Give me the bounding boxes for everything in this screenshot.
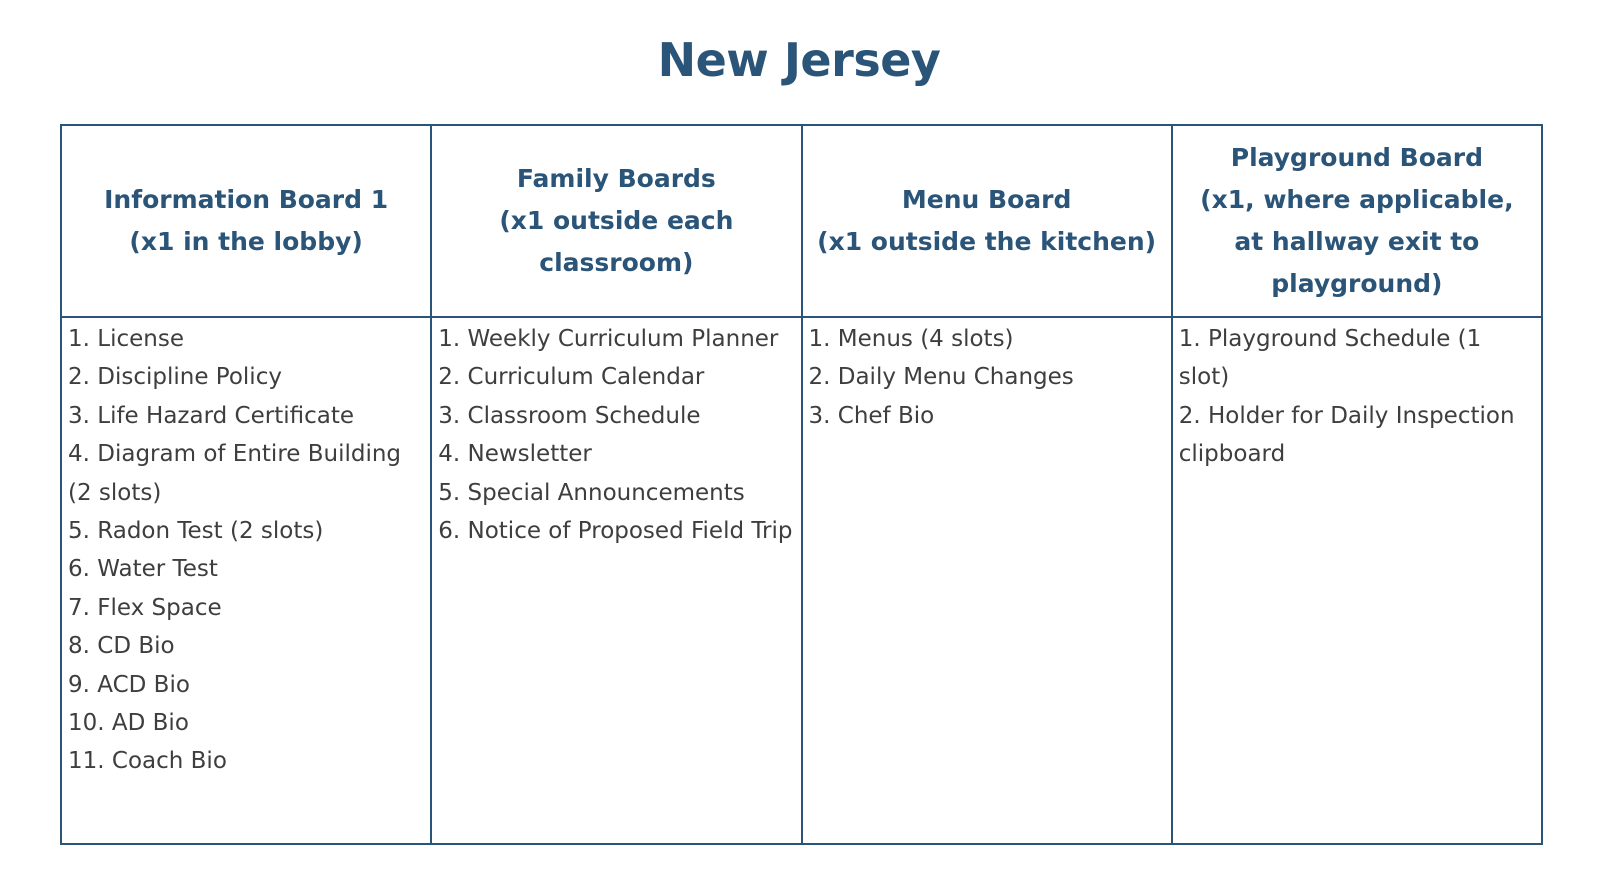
content-row: [61, 317, 1542, 844]
list-item: 5. Radon Test (2 slots): [68, 518, 324, 545]
information-board-items: [68, 320, 424, 781]
family-boards-items: [438, 320, 794, 550]
list-item: 1. Menus (4 slots): [808, 326, 1014, 352]
column-header-subtitle: (x1 outside the kitchen): [817, 227, 1157, 256]
column-header-menu-board: [802, 125, 1172, 317]
playground-board-items: [1179, 320, 1535, 474]
column-header-title: Menu Board: [901, 185, 1072, 214]
menu-board-items: [809, 320, 1165, 435]
list-item: 11. Coach Bio: [68, 748, 227, 775]
header-row: [61, 125, 1542, 317]
column-header-information-board: [61, 125, 431, 317]
list-item: 10. AD Bio: [68, 710, 189, 737]
list-item: 3. Classroom Schedule: [438, 402, 701, 429]
list-item: 7. Flex Space: [68, 594, 222, 621]
page-title: New Jersey: [657, 33, 941, 87]
list-item: 5. Special Announcements: [438, 479, 745, 506]
list-item: 6. Water Test: [68, 556, 218, 583]
information-board-items-cell: [61, 317, 431, 844]
list-item: 6. Notice of Proposed Field Trip: [438, 518, 793, 545]
list-item: 1. License: [68, 326, 184, 352]
list-item: 8. CD Bio: [68, 633, 175, 660]
column-header-subtitle: (x1, where applicable, at hallway exit to playground): [1200, 185, 1514, 298]
column-header-title: Family Boards: [516, 164, 716, 193]
boards-table: [60, 124, 1543, 845]
column-header-subtitle: (x1 outside each classroom): [499, 206, 734, 277]
list-item: 2. Discipline Policy: [68, 364, 282, 391]
column-header-playground-board: [1172, 125, 1542, 317]
column-header-title: Information Board 1: [104, 185, 389, 214]
column-header-title: Playground Board: [1230, 143, 1483, 172]
family-boards-items-cell: [431, 317, 801, 844]
list-item: 4. Newsletter: [438, 441, 592, 468]
list-item: 3. Life Hazard Certificate: [68, 402, 355, 429]
list-item: 2. Curriculum Calendar: [438, 364, 705, 391]
menu-board-items-cell: [802, 317, 1172, 844]
list-item: 1. Playground Schedule (1 slot): [1178, 326, 1482, 391]
list-item: 2. Holder for Daily Inspection clipboard: [1178, 402, 1515, 468]
list-item: 3. Chef Bio: [808, 402, 935, 429]
list-item: 4. Diagram of Entire Building (2 slots): [68, 441, 402, 506]
list-item: 9. ACD Bio: [68, 671, 190, 698]
list-item: 2. Daily Menu Changes: [808, 364, 1074, 391]
playground-board-items-cell: [1172, 317, 1542, 844]
list-item: 1. Weekly Curriculum Planner: [438, 326, 779, 352]
column-header-subtitle: (x1 in the lobby): [129, 227, 363, 256]
column-header-family-boards: [431, 125, 801, 317]
